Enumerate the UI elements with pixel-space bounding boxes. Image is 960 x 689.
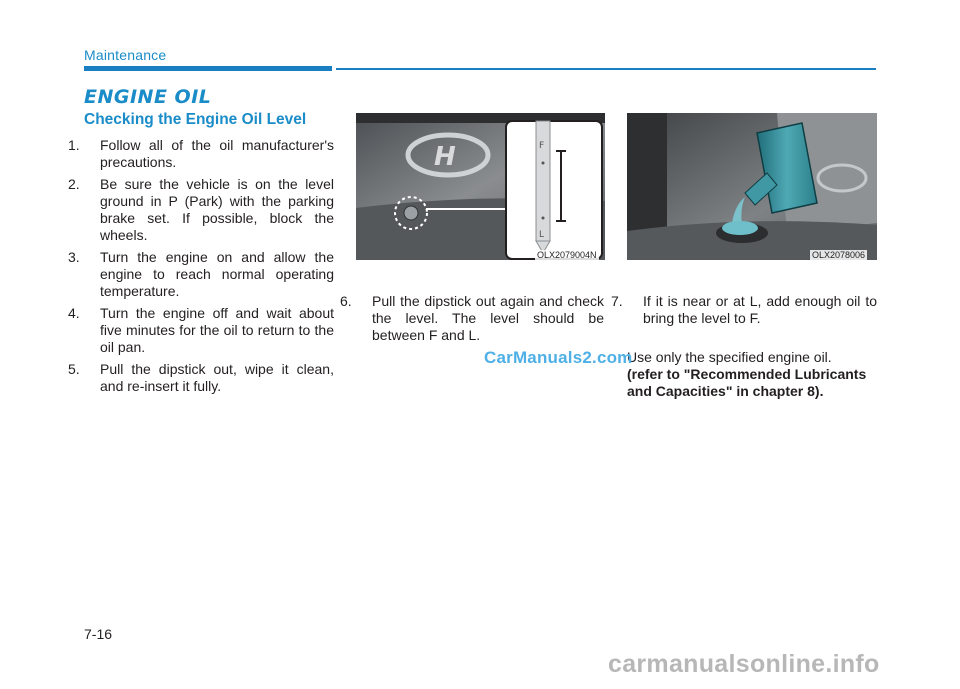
section-label: Maintenance: [84, 47, 167, 63]
svg-text:L: L: [539, 230, 545, 240]
list-item: 4. Turn the engine off and wait about five minutes for the oil to return to the oil pan.: [68, 305, 334, 355]
steps-list-col3: [611, 293, 877, 332]
page-number: 7-16: [84, 626, 113, 642]
list-item: 7. If it is near or at L, add enough oil to bring the level to F.: [611, 293, 877, 326]
steps-list-col1: [68, 137, 334, 400]
oil-note-reference: (refer to "Recommended Lubricants and Capacities" in chapter 8).: [627, 366, 867, 399]
list-item: 6. Pull the dipstick out again and check the level. The level should be between F and L.: [340, 293, 604, 343]
list-item: 2. Be sure the vehicle is on the level ground in P (Park) with the parking brake set. If possible, block the wheels.: [68, 176, 334, 243]
engine-dipstick-illustration: [356, 113, 605, 260]
oil-refill-illustration: [627, 113, 877, 260]
engine-dipstick-photo: [356, 113, 605, 260]
footer-watermark[interactable]: carmanualsonline.info: [608, 650, 880, 678]
header-rule-thick: [84, 66, 332, 71]
header-rule-thin: [336, 68, 876, 70]
svg-text:F: F: [539, 141, 545, 151]
list-item: 1. Follow all of the oil manufacturer's precautions.: [68, 137, 334, 170]
steps-list-col2: [340, 293, 604, 349]
list-item: 3. Turn the engine on and allow the engine to reach normal operating temperature.: [68, 249, 334, 299]
oil-note: [627, 349, 877, 400]
list-item: 5. Pull the dipstick out, wipe it clean, and re-insert it fully.: [68, 361, 334, 394]
oil-note-text: Use only the specified engine oil.: [627, 349, 832, 365]
section-subtitle: Checking the Engine Oil Level: [84, 111, 307, 128]
page-title: ENGINE OIL: [84, 86, 212, 108]
figure-caption: OLX2079004N: [537, 250, 597, 260]
oil-refill-photo: [627, 113, 877, 260]
figure-caption: OLX2078006: [812, 250, 866, 260]
svg-text:H: H: [434, 142, 456, 172]
watermark-carmanuals[interactable]: CarManuals2.com: [484, 348, 633, 367]
